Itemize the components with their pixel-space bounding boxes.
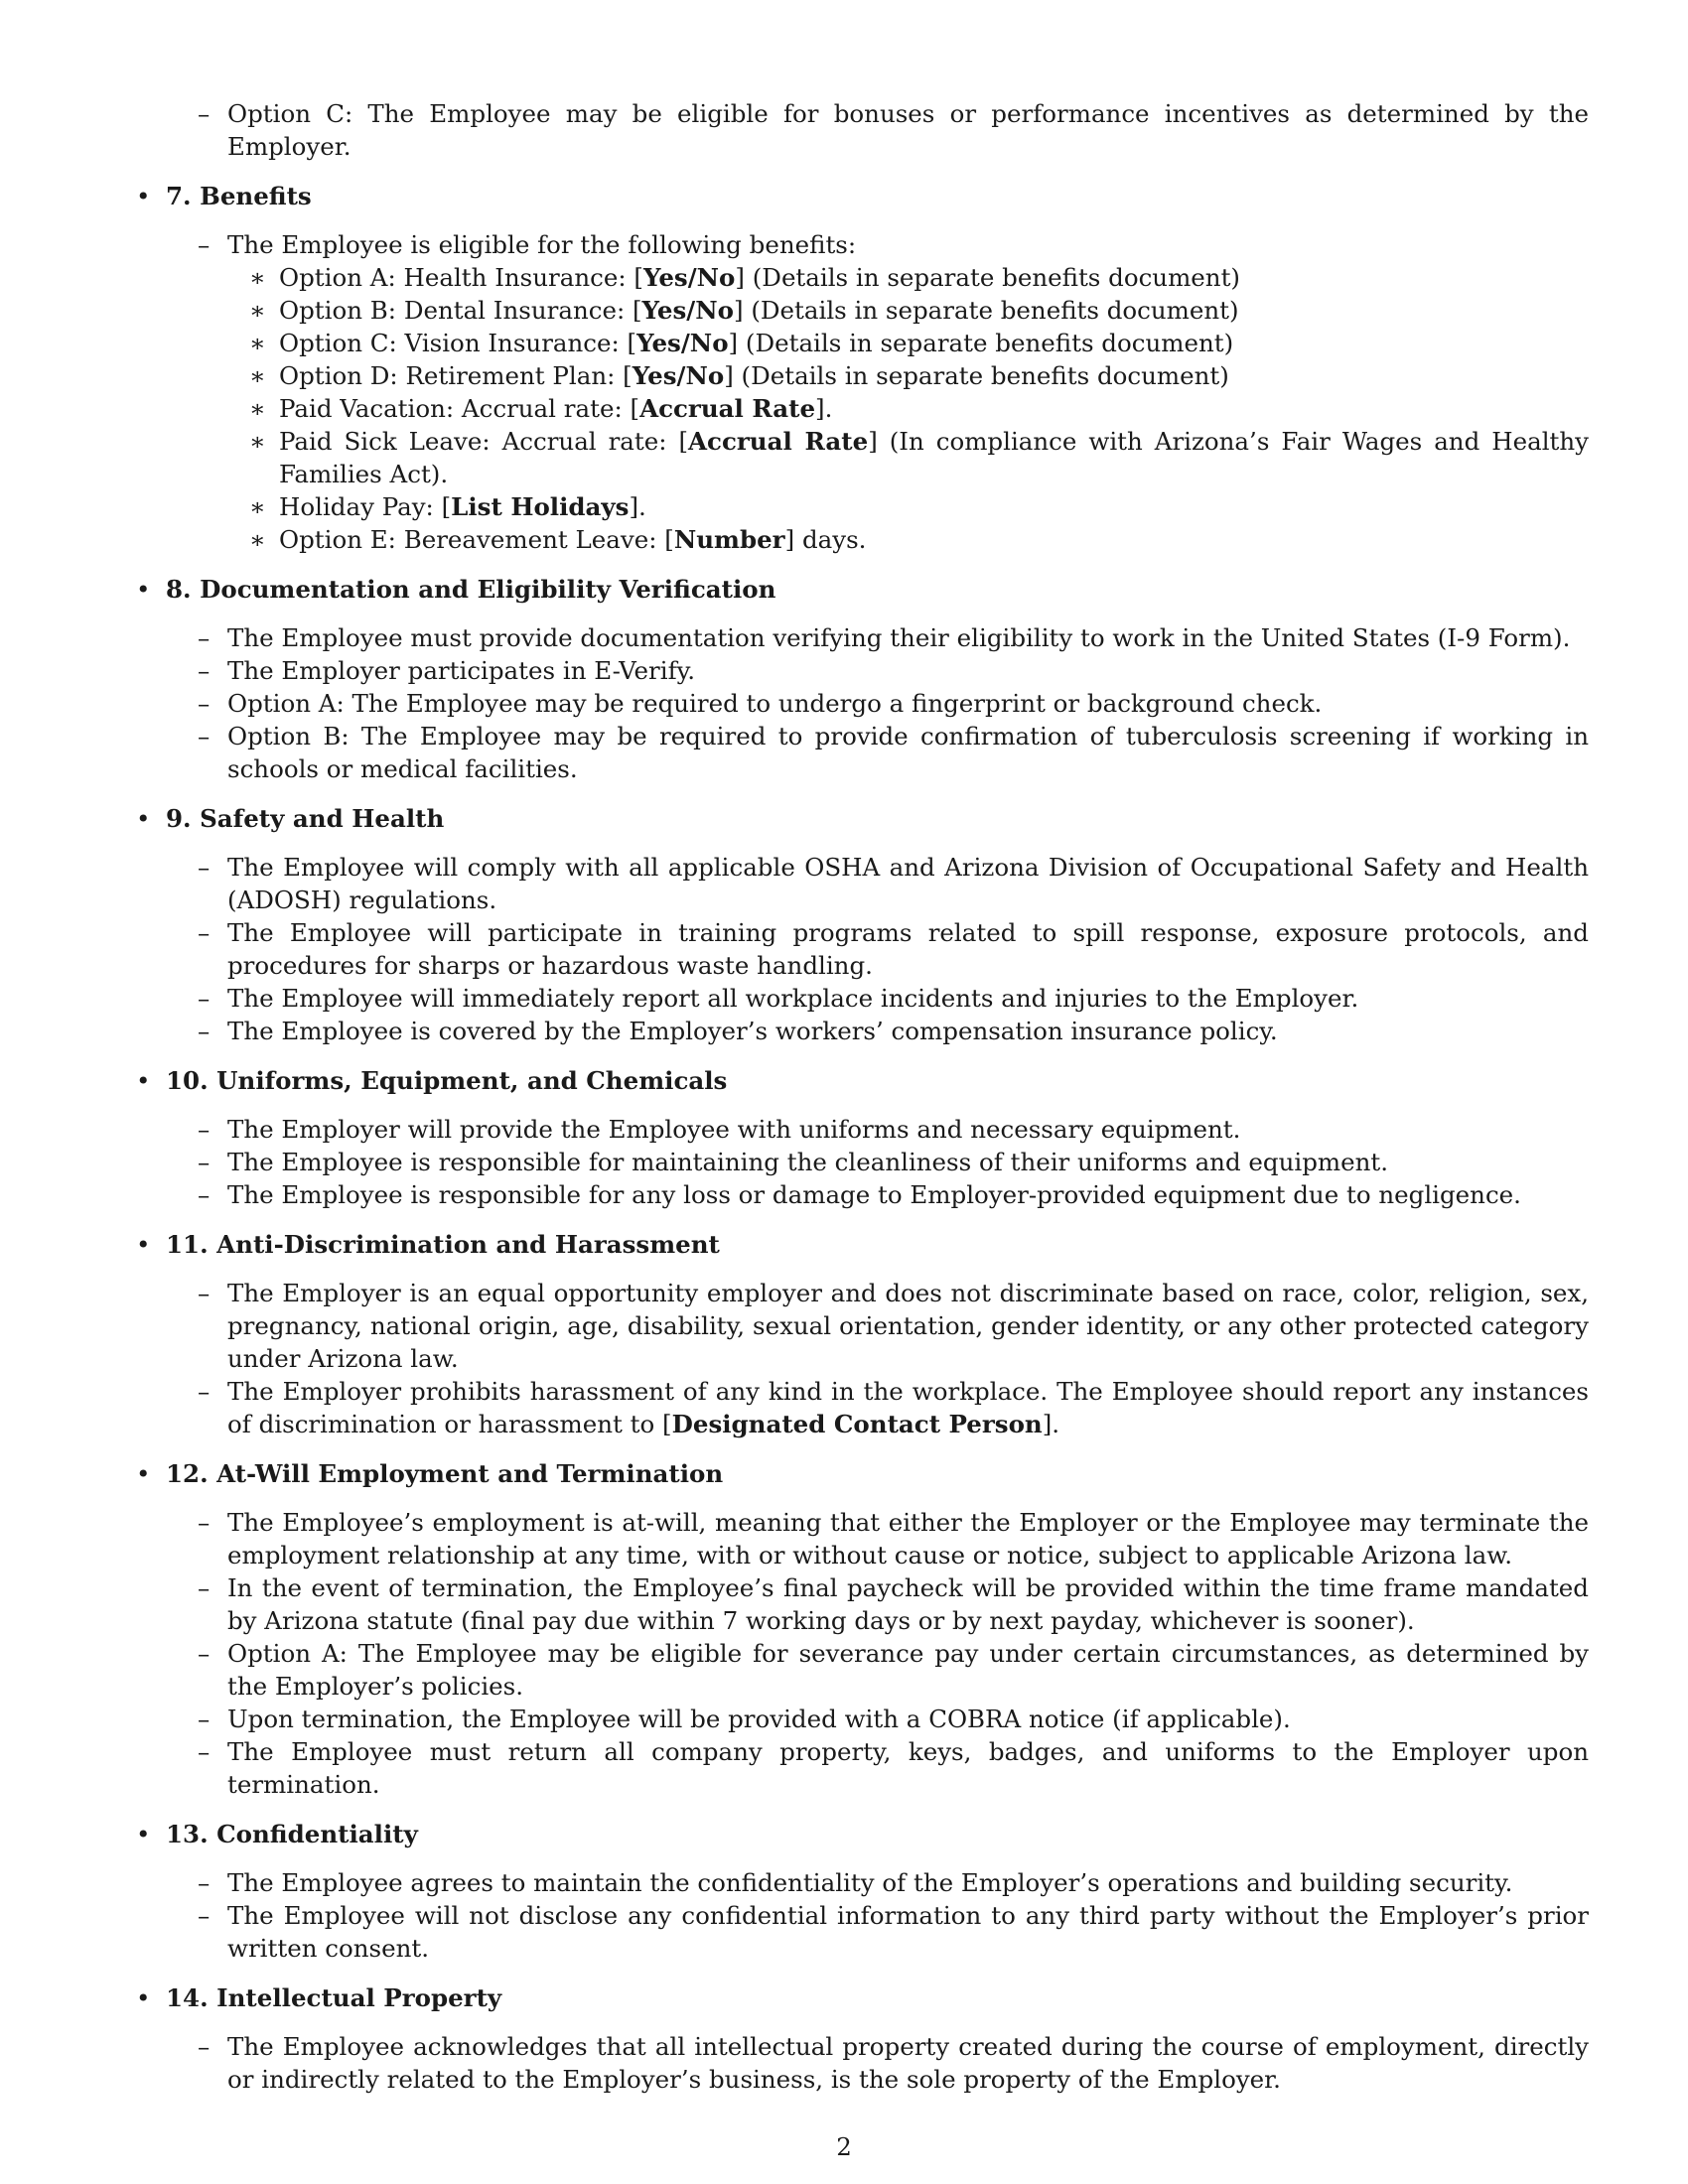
list-item-text: The Employee will immediately report all workplace incidents and injuries to the Employer. (227, 984, 1359, 1013)
list-item-text: The Employee is responsible for any loss or damage to Employer-provided equipment due to negligence. (227, 1180, 1521, 1209)
placeholder-field: Designated Contact Person (671, 1410, 1043, 1438)
list-item-text: The Employee must provide documentation verifying their eligibility to work in the United States (I-9 Form). (227, 623, 1571, 652)
bullet-marker: • (136, 1459, 151, 1488)
benefit-text: Option E: Bereavement Leave: [Number] days. (279, 525, 867, 554)
list-item-text: The Employee’s employment is at-will, meaning that either the Employer or the Employee may terminate the employment relationship at any time, with or without cause or notice, subject to applicable Arizona law. (227, 1508, 1589, 1570)
dash-marker: – (198, 1639, 211, 1668)
list-item-text: The Employee acknowledges that all intellectual property created during the course of employment, directly or indirectly related to the Employer’s business, is the sole property of the Employer. (227, 2032, 1589, 2094)
list-item (131, 982, 1589, 1015)
benefit-item (131, 425, 1589, 490)
dash-marker: – (198, 689, 211, 718)
list-item-text: The Employer prohibits harassment of any kind in the workplace. The Employee should report any instances of discrimination or harassment to [Designated Contact Person]. (227, 1377, 1589, 1438)
placeholder-field: Yes/No (632, 361, 725, 390)
list-item-text: Upon termination, the Employee will be provided with a COBRA notice (if applicable). (227, 1705, 1291, 1733)
dash-marker: – (198, 656, 211, 685)
dash-marker: – (198, 1148, 211, 1176)
placeholder-field: Number (673, 525, 785, 554)
dash-marker: – (198, 853, 211, 882)
list-item (131, 1375, 1589, 1440)
dash-marker: – (198, 230, 211, 259)
placeholder-field: Yes/No (641, 296, 734, 325)
list-item (131, 720, 1589, 785)
list-item (131, 97, 1589, 163)
benefit-item (131, 327, 1589, 359)
dash-marker: – (198, 1901, 211, 1930)
dash-marker: – (198, 2032, 211, 2061)
section-heading-text: 13. Confidentiality (166, 1820, 418, 1848)
dash-marker: – (198, 1115, 211, 1144)
list-item-text: The Employee agrees to maintain the confidentiality of the Employer’s operations and building security. (227, 1868, 1513, 1897)
section-heading-anti-discrimination (131, 1228, 1589, 1261)
dash-marker: – (198, 1377, 211, 1406)
section-heading-text: 7. Benefits (166, 182, 312, 210)
list-item-text: The Employee will not disclose any confidential information to any third party without the Employer’s prior written consent. (227, 1901, 1589, 1963)
list-item-text: The Employer participates in E-Verify. (227, 656, 696, 685)
list-item-text: In the event of termination, the Employee’s final paycheck will be provided within the time frame mandated by Arizona statute (final pay due within 7 working days or by next payday, whichever is sooner). (227, 1573, 1589, 1635)
benefit-item (131, 261, 1589, 294)
list-item (131, 1735, 1589, 1801)
list-item-text: The Employee must return all company property, keys, badges, and uniforms to the Employer upon termination. (227, 1737, 1589, 1799)
section-heading-benefits (131, 180, 1589, 212)
dash-marker: – (198, 1737, 211, 1766)
section-heading-safety (131, 802, 1589, 835)
list-item (131, 1866, 1589, 1899)
bullet-marker: • (136, 1066, 151, 1095)
list-item (131, 1506, 1589, 1571)
star-marker: ∗ (249, 427, 266, 456)
section-heading-confidentiality (131, 1818, 1589, 1850)
list-item (131, 654, 1589, 687)
list-item-text: Option A: The Employee may be eligible for severance pay under certain circumstances, as determined by the Employer’s policies. (227, 1639, 1589, 1701)
list-item (131, 851, 1589, 916)
section-heading-text: 8. Documentation and Eligibility Verification (166, 575, 776, 604)
bullet-marker: • (136, 804, 151, 833)
list-item-text: The Employee will participate in training programs related to spill response, exposure protocols, and procedures for sharps or hazardous waste handling. (227, 918, 1589, 980)
benefit-text: Holiday Pay: [List Holidays]. (279, 492, 646, 521)
section-heading-documentation (131, 573, 1589, 606)
dash-marker: – (198, 722, 211, 751)
star-marker: ∗ (249, 296, 266, 325)
document-body (131, 97, 1589, 2096)
dash-marker: – (198, 1180, 211, 1209)
benefit-item (131, 490, 1589, 523)
dash-marker: – (198, 918, 211, 947)
star-marker: ∗ (249, 263, 266, 292)
dash-marker: – (198, 984, 211, 1013)
bullet-marker: • (136, 575, 151, 604)
list-item-text: The Employer will provide the Employee with uniforms and necessary equipment. (227, 1115, 1241, 1144)
dash-marker: – (198, 1279, 211, 1307)
benefit-item (131, 359, 1589, 392)
list-item (131, 228, 1589, 261)
section-heading-text: 9. Safety and Health (166, 804, 445, 833)
star-marker: ∗ (249, 361, 266, 390)
list-item (131, 1277, 1589, 1375)
list-item-text: Option A: The Employee may be required to undergo a fingerprint or background check. (227, 689, 1323, 718)
dash-marker: – (198, 623, 211, 652)
list-item (131, 621, 1589, 654)
star-marker: ∗ (249, 329, 266, 357)
list-item (131, 1899, 1589, 1965)
section-heading-at-will (131, 1457, 1589, 1490)
page-number: 2 (836, 2132, 852, 2161)
bullet-marker: • (136, 1820, 151, 1848)
star-marker: ∗ (249, 394, 266, 423)
benefit-text: Option A: Health Insurance: [Yes/No] (Details in separate benefits document) (279, 263, 1240, 292)
list-item-text: The Employer is an equal opportunity employer and does not discriminate based on race, color, religion, sex, pregnancy, national origin, age, disability, sexual orientation, gender identity, or any other protected category under Arizona law. (227, 1279, 1589, 1373)
list-item (131, 1571, 1589, 1637)
list-item (131, 1015, 1589, 1047)
dash-marker: – (198, 99, 211, 128)
section-heading-text: 11. Anti-Discrimination and Harassment (166, 1230, 720, 1259)
benefit-text: Paid Vacation: Accrual rate: [Accrual Rate]. (279, 394, 833, 423)
placeholder-field: Yes/No (636, 329, 729, 357)
section-heading-text: 10. Uniforms, Equipment, and Chemicals (166, 1066, 728, 1095)
dash-marker: – (198, 1705, 211, 1733)
list-item-text: The Employee is eligible for the following benefits: (227, 230, 857, 259)
section-heading-text: 12. At-Will Employment and Termination (166, 1459, 724, 1488)
bullet-marker: • (136, 182, 151, 210)
placeholder-field: List Holidays (451, 492, 630, 521)
list-item-text: Option B: The Employee may be required to provide confirmation of tuberculosis screening if working in schools or medical facilities. (227, 722, 1589, 783)
list-item (131, 687, 1589, 720)
benefit-text: Paid Sick Leave: Accrual rate: [Accrual Rate] (In compliance with Arizona’s Fair Wages and Healthy Families Act). (279, 427, 1590, 488)
list-item-text: The Employee will comply with all applicable OSHA and Arizona Division of Occupational Safety and Health (ADOSH) regulations. (227, 853, 1589, 914)
dash-marker: – (198, 1868, 211, 1897)
section-heading-uniforms (131, 1064, 1589, 1097)
list-item (131, 1703, 1589, 1735)
placeholder-field: Accrual Rate (639, 394, 816, 423)
list-item-text: The Employee is covered by the Employer’s workers’ compensation insurance policy. (227, 1017, 1278, 1045)
benefit-item (131, 523, 1589, 556)
benefit-item (131, 294, 1589, 327)
dash-marker: – (198, 1017, 211, 1045)
list-item (131, 2030, 1589, 2096)
list-item (131, 1113, 1589, 1146)
star-marker: ∗ (249, 492, 266, 521)
list-item (131, 916, 1589, 982)
benefit-text: Option C: Vision Insurance: [Yes/No] (Details in separate benefits document) (279, 329, 1234, 357)
bullet-marker: • (136, 1230, 151, 1259)
list-item (131, 1637, 1589, 1703)
dash-marker: – (198, 1508, 211, 1537)
section-heading-text: 14. Intellectual Property (166, 1983, 502, 2012)
star-marker: ∗ (249, 525, 266, 554)
list-item (131, 1178, 1589, 1211)
list-item-text: Option C: The Employee may be eligible for bonuses or performance incentives as determined by the Employer. (227, 99, 1589, 161)
benefit-text: Option B: Dental Insurance: [Yes/No] (Details in separate benefits document) (279, 296, 1239, 325)
benefit-item (131, 392, 1589, 425)
section-heading-intellectual-property (131, 1981, 1589, 2014)
benefit-text: Option D: Retirement Plan: [Yes/No] (Details in separate benefits document) (279, 361, 1229, 390)
list-item (131, 1146, 1589, 1178)
list-item-text: The Employee is responsible for maintaining the cleanliness of their uniforms and equipment. (227, 1148, 1389, 1176)
bullet-marker: • (136, 1983, 151, 2012)
placeholder-field: Yes/No (642, 263, 736, 292)
dash-marker: – (198, 1573, 211, 1602)
placeholder-field: Accrual Rate (688, 427, 869, 456)
